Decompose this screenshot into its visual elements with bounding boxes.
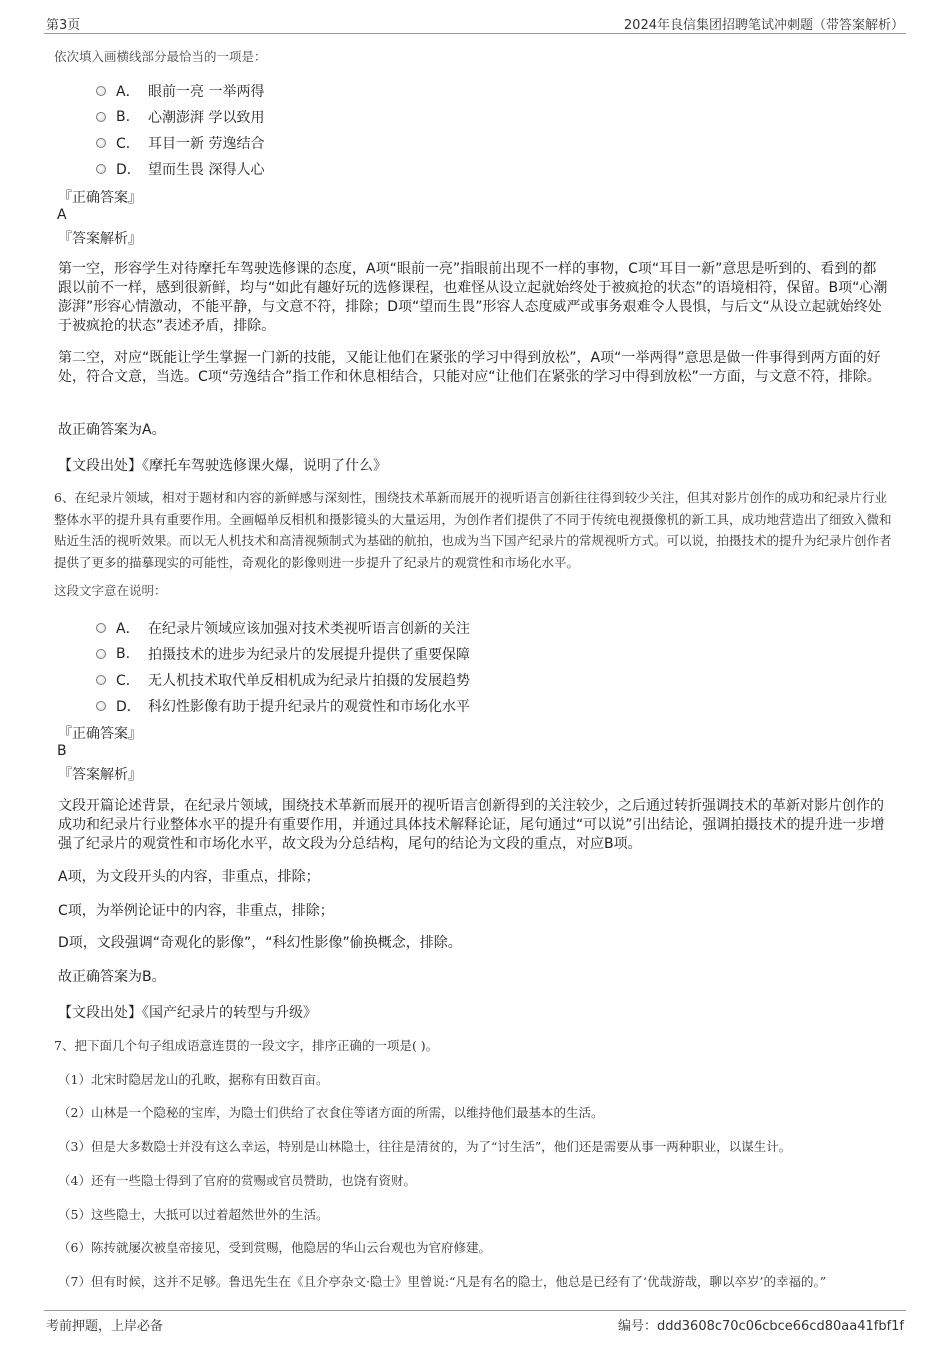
q6-option-c[interactable]: C． 无人机技术取代单反相机成为纪录片拍摄的发展趋势 xyxy=(96,669,470,691)
q7-sentence: （4）还有一些隐士得到了官府的赏赐或官员赞助，也饶有资财。 xyxy=(58,1173,416,1188)
q5-source: 【文段出处】《摩托车驾驶选修课火爆，说明了什么》 xyxy=(58,458,387,474)
q6-analysis-a: A项，为文段开头的内容，非重点，排除； xyxy=(58,869,320,885)
q7-sentence: （3）但是大多数隐士并没有这么幸运，特别是山林隐士，往往是清贫的，为了“讨生活”，他们还是需要从事一两种职业，以谋生计。 xyxy=(58,1139,792,1154)
q6-analysis-heading: 『答案解析』 xyxy=(58,767,142,783)
page-header xyxy=(44,12,906,34)
q7-sentence: （2）山林是一个隐秘的宝库，为隐士们供给了衣食住等诸方面的所需，以维持他们最基本的生活。 xyxy=(58,1105,604,1120)
q5-option-d[interactable]: D． 望而生畏 深得人心 xyxy=(96,158,264,180)
radio-icon[interactable] xyxy=(96,675,106,685)
q6-option-a[interactable]: A． 在纪录片领域应该加强对技术类视听语言创新的关注 xyxy=(96,617,470,639)
document-title: 2024年良信集团招聘笔试冲刺题（带答案解析） xyxy=(623,18,904,33)
radio-icon[interactable] xyxy=(96,701,106,711)
q5-option-c[interactable]: C． 耳目一新 劳逸结合 xyxy=(96,132,264,154)
q5-answer-heading: 『正确答案』 xyxy=(58,190,142,206)
q5-prompt: 依次填入画横线部分最恰当的一项是： xyxy=(54,49,267,64)
page-number: 第3页 xyxy=(46,18,81,33)
q5-analysis-1: 第一空，形容学生对待摩托车驾驶选修课的态度，A项“眼前一亮”指眼前出现不一样的事物，C项“耳目一新”意思是听到的、看到的都跟以前不一样，感到很新鲜，均与“如此有趣好玩的选修课程，也难怪从设立起就始终处于被疯抢的状态”的语境相符，保留。B项“心潮澎湃”形容心情激动，不能平静，与文意不符，排除；D项“望而生畏”形容人态度威严或事务艰难令人畏惧，与后文“从设立起就始终处于被疯抢的状态”表述矛盾，排除。 xyxy=(58,261,888,334)
q6-answer: B xyxy=(57,743,67,759)
q7-sentence: （5）这些隐士，大抵可以过着超然世外的生活。 xyxy=(58,1207,329,1222)
q6-option-b[interactable]: B. 拍摄技术的进步为纪录片的发展提升提供了重要保障 xyxy=(96,643,470,665)
radio-icon[interactable] xyxy=(96,649,106,659)
q6-source: 【文段出处】《国产纪录片的转型与升级》 xyxy=(58,1005,317,1021)
q6-conclusion: 故正确答案为B。 xyxy=(58,969,166,985)
q5-option-b[interactable]: B. 心潮澎湃 学以致用 xyxy=(96,106,264,128)
q5-analysis-heading: 『答案解析』 xyxy=(58,231,142,247)
footer-slogan: 考前押题，上岸必备 xyxy=(46,1319,164,1334)
q7-sentence: （6）陈抟就屡次被皇帝接见，受到赏赐，他隐居的华山云台观也为官府修建。 xyxy=(58,1240,491,1255)
q7-sentence: （1）北宋时隐居龙山的孔畋，据称有田数百亩。 xyxy=(58,1072,329,1087)
radio-icon[interactable] xyxy=(96,86,106,96)
radio-icon[interactable] xyxy=(96,138,106,148)
q7-sentence: （7）但有时候，这并不足够。鲁迅先生在《且介亭杂文·隐士》里曾说:“凡是有名的隐士，他总是已经有了‘优哉游哉，聊以卒岁’的幸福的。” xyxy=(58,1274,827,1289)
q6-prompt: 这段文字意在说明： xyxy=(54,583,167,598)
radio-icon[interactable] xyxy=(96,164,106,174)
q6-answer-heading: 『正确答案』 xyxy=(58,726,142,742)
radio-icon[interactable] xyxy=(96,112,106,122)
q5-answer: A xyxy=(57,207,67,223)
q5-option-a[interactable]: A． 眼前一亮 一举两得 xyxy=(96,80,264,102)
q7-stem: 7、把下面几个句子组成语意连贯的一段文字，排序正确的一项是( )。 xyxy=(54,1038,439,1053)
radio-icon[interactable] xyxy=(96,623,106,633)
q6-stem: 6、在纪录片领域，相对于题材和内容的新鲜感与深刻性，围绕技术革新而展开的视听语言创新往往得到较少关注，但其对影片创作的成功和纪录片行业整体水平的提升具有重要作用。全画幅单反相机和摄影镜头的大量运用，为创作者们提供了不同于传统电视摄像机的新工具，成功地营造出了细致入微和贴近生活的视听效果。而以无人机技术和高清视频制式为基础的航拍，也成为当下国产纪录片的常规视听方式。可以说，拍摄技术的提升为纪录片创作者提供了更多的描摹现实的可能性，奇观化的影像则进一步提升了纪录片的观赏性和市场化水平。 xyxy=(54,490,892,570)
q5-analysis-2: 第二空，对应“既能让学生掌握一门新的技能，又能让他们在紧张的学习中得到放松”，A项“一举两得”意思是做一件事得到两方面的好处，符合文意，当选。C项“劳逸结合”指工作和休息相结合，只能对应“让他们在紧张的学习中得到放松”一方面，与文意不符，排除。 xyxy=(58,350,881,385)
q6-analysis-1: 文段开篇论述背景，在纪录片领域，围绕技术革新而展开的视听语言创新得到的关注较少，之后通过转折强调技术的革新对影片创作的成功和纪录片行业整体水平的提升有重要作用，并通过具体技术解释论证，尾句通过“可以说”引出结论，强调拍摄技术的提升进一步增强了纪录片的观赏性和市场化水平，故文段为分总结构，尾句的结论为文段的重点，对应B项。 xyxy=(58,798,885,852)
document-code: 编号：ddd3608c70c06cbce66cd80aa41fbf1f xyxy=(618,1319,904,1334)
q5-conclusion: 故正确答案为A。 xyxy=(58,422,166,438)
q6-analysis-c: C项，为举例论证中的内容，非重点，排除； xyxy=(58,903,334,919)
q6-option-d[interactable]: D． 科幻性影像有助于提升纪录片的观赏性和市场化水平 xyxy=(96,695,470,717)
q6-analysis-d: D项，文段强调“奇观化的影像”，“科幻性影像”偷换概念，排除。 xyxy=(58,935,462,951)
page-footer xyxy=(44,1310,906,1334)
